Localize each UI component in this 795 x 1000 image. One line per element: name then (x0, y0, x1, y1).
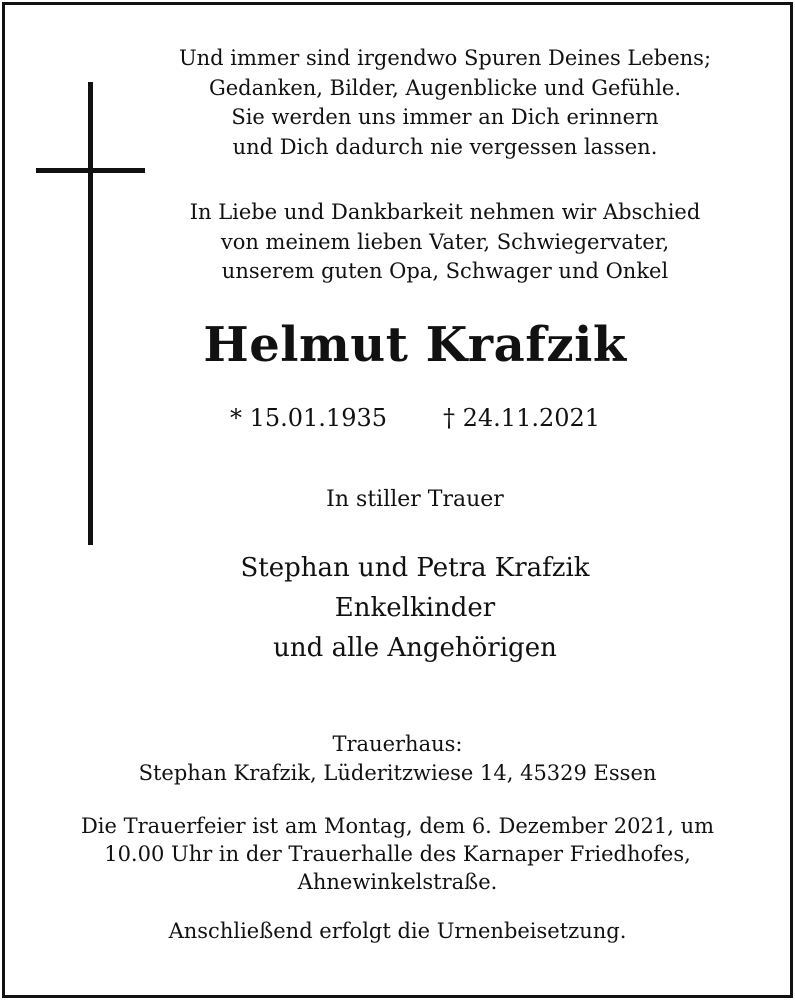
mourners (95, 548, 735, 668)
burial-note: Anschließend erfolgt die Urnenbeisetzung. (168, 919, 627, 943)
house-of-mourning-address: Stephan Krafzik, Lüderitzwiese 14, 45329 Essen (138, 761, 657, 785)
service-line: Ahnewinkelstraße. (297, 870, 498, 894)
mourner-line: und alle Angehörigen (273, 633, 557, 663)
intro-line: unserem guten Opa, Schwager und Onkel (221, 259, 669, 283)
mourner-line: Stephan und Petra Krafzik (240, 553, 590, 583)
cross-icon (88, 82, 93, 545)
poem-line: und Dich dadurch nie vergessen lassen. (232, 134, 658, 159)
service-line: Die Trauerfeier ist am Montag, dem 6. Dezember 2021, um (80, 814, 715, 838)
mourner-line: Enkelkinder (334, 593, 496, 623)
birth-date: * 15.01.1935 (229, 404, 387, 432)
deceased-name: Helmut Krafzik (203, 317, 627, 373)
life-dates (95, 398, 735, 438)
mourning-phrase: In stiller Trauer (326, 487, 504, 512)
poem-line: Und immer sind irgendwo Spuren Deines Lebens; (178, 46, 712, 70)
poem-line: Sie werden uns immer an Dich erinnern (231, 105, 659, 129)
death-date: † 24.11.2021 (443, 404, 601, 432)
funeral-service (0, 812, 795, 896)
intro-line: In Liebe und Dankbarkeit nehmen wir Abschied (189, 200, 701, 224)
poem-line: Gedanken, Bilder, Augenblicke und Gefühle. (208, 75, 682, 100)
house-of-mourning-label: Trauerhaus: (332, 732, 463, 756)
poem (95, 44, 795, 162)
service-line: 10.00 Uhr in der Trauerhalle des Karnaper Friedhofes, (104, 842, 691, 866)
house-of-mourning (0, 730, 795, 788)
intro-line: von meinem lieben Vater, Schwiegervater, (220, 229, 670, 254)
farewell-intro (95, 198, 795, 287)
cross-icon-crossbar (36, 168, 145, 173)
